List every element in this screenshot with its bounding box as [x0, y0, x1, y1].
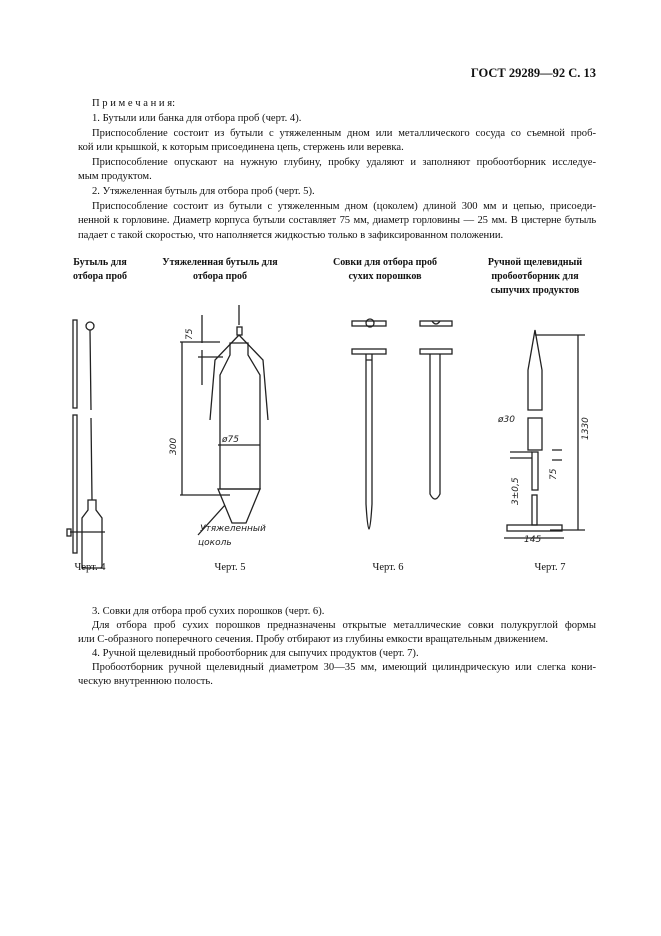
svg-text:ø30: ø30: [498, 415, 515, 425]
svg-text:300: 300: [169, 437, 179, 455]
figure-7-label: Черт. 7: [534, 562, 566, 573]
page-header: ГОСТ 29289—92 С. 13: [470, 66, 596, 80]
text-line: Приспособление опускают на нужную глубину, пробку удаляют и заполняют пробоотборник исследуе-: [92, 157, 596, 168]
figure-5-weighted-bottle-drawing: [169, 305, 290, 548]
figure-7-caption: Ручной щелевидный пробоотборник для сыпучих продуктов: [487, 257, 583, 296]
figure-7-slot-sampler-drawing: [490, 330, 600, 545]
text-line: ненной к горловине. Диаметр корпуса бутыли составляет 75 мм, диаметр горловины — 25 мм. В цистерне бутыль: [78, 215, 596, 226]
text-line: 4. Ручной щелевидный пробоотборник для сыпучих продуктов (черт. 7).: [92, 648, 419, 659]
svg-text:цоколь: цоколь: [198, 538, 232, 548]
text-line: падает с такой скоростью, что наполняется жидкостью только в зафиксированном положении.: [78, 230, 504, 241]
text-line: ческую внутреннюю полость.: [78, 676, 213, 687]
figure-4-label: Черт. 4: [74, 562, 106, 573]
figure-6-caption: Совки для отбора проб сухих порошков: [332, 257, 437, 282]
text-line: 3. Совки для отбора проб сухих порошков (черт. 6).: [92, 606, 325, 617]
figure-4-caption: Бутыль для отбора проб: [72, 257, 128, 282]
figure-5-label: Черт. 5: [214, 562, 246, 573]
text-line: Приспособление состоит из бутыли с утяжеленным дном или металлического сосуда со съемной проб-: [92, 128, 596, 139]
figure-4-bottle-drawing: [60, 310, 140, 560]
text-line: кой или крышкой, к которым присоединена цепь, стержень или веревка.: [78, 142, 404, 153]
text-line: Пробоотборник ручной щелевидный диаметром 30—35 мм, имеющий цилиндрическую или слегка кони-: [92, 662, 596, 673]
text-line: 2. Утяжеленная бутыль для отбора проб (черт. 5).: [92, 186, 315, 197]
text-line: 1. Бутыли или банка для отбора проб (черт. 4).: [92, 113, 302, 124]
figure-5-caption: Утяжеленная бутыль для отбора проб: [162, 257, 278, 282]
svg-text:Утяжеленный: Утяжеленный: [200, 524, 266, 534]
svg-text:75: 75: [549, 468, 559, 480]
text-line: Приспособление состоит из бутыли с утяжеленным дном (цоколем) длиной 300 мм и цепью, присоеди-: [92, 201, 596, 212]
text-line: Для отбора проб сухих порошков предназначены открытые металлические совки полукруглой формы: [92, 620, 596, 631]
svg-text:1330: 1330: [581, 417, 591, 440]
svg-text:145: 145: [524, 535, 542, 545]
figure-6-scoops-drawing: [340, 315, 450, 565]
svg-text:75: 75: [185, 328, 195, 340]
notes-title: П р и м е ч а н и я:: [92, 98, 176, 109]
text-line: или С-образного поперечного сечения. Пробу отбирают из глубины емкости вращательным движением.: [78, 634, 548, 645]
svg-text:3±0,5: 3±0,5: [511, 477, 521, 505]
svg-text:ø75: ø75: [222, 435, 239, 445]
text-line: мым продуктом.: [78, 171, 152, 182]
figure-6-label: Черт. 6: [372, 562, 404, 573]
